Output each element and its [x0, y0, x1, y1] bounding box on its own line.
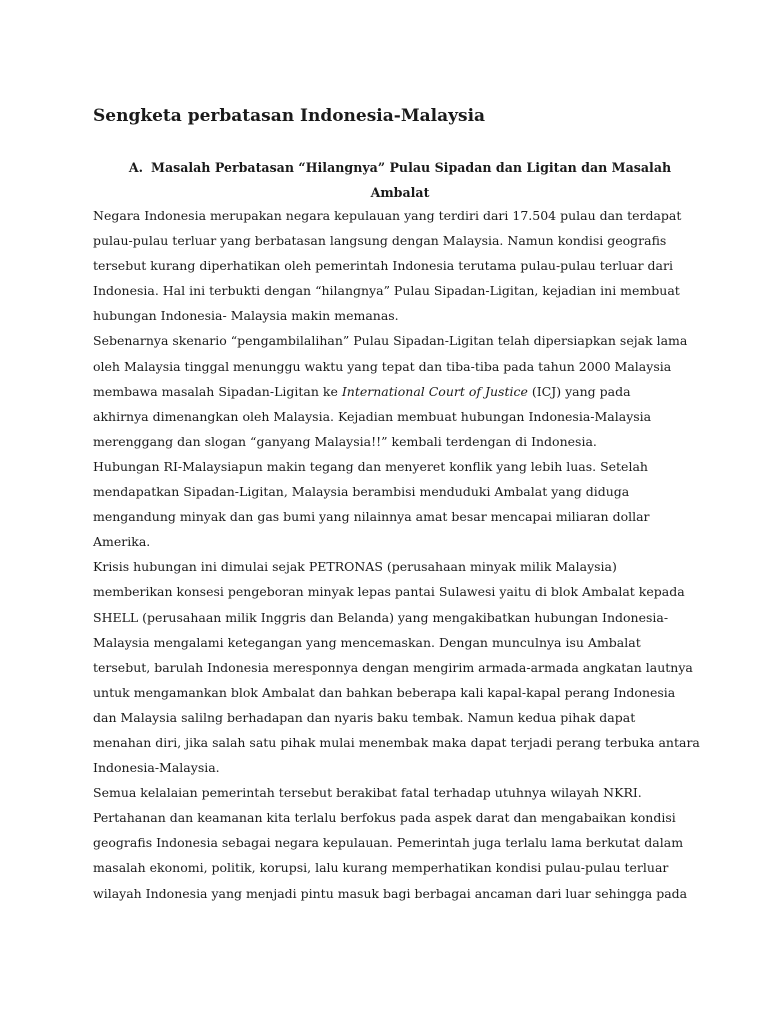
document-title: Sengketa perbatasan Indonesia-Malaysia	[93, 106, 486, 126]
section-letter: A.	[128, 160, 144, 175]
text-line: dan Malaysia salilng berhadapan dan nyaris baku tembak. Namun kedua pihak dapat	[93, 709, 636, 725]
text-line: merenggang dan slogan “ganyang Malaysia!!” kembali terdengan di Indonesia.	[93, 433, 597, 449]
text-line: akhirnya dimenangkan oleh Malaysia. Kejadian membuat hubungan Indonesia-Malaysia	[93, 408, 652, 424]
text-line: masalah ekonomi, politik, korupsi, lalu kurang memperhatikan kondisi pulau-pulau terluar	[93, 860, 669, 876]
text-line: oleh Malaysia tinggal menunggu waktu yang tepat dan tiba-tiba pada tahun 2000 Malaysia	[93, 358, 672, 374]
section-heading-text-1: Masalah Perbatasan “Hilangnya” Pulau Sipadan dan Ligitan dan Masalah	[151, 160, 672, 175]
text-line: Sebenarnya skenario “pengambilalihan” Pulau Sipadan-Ligitan telah dipersiapkan sejak lama	[93, 333, 688, 349]
text-line: wilayah Indonesia yang menjadi pintu masuk bagi berbagai ancaman dari luar sehingga pada	[93, 885, 688, 901]
section-heading-line-1	[120, 155, 680, 180]
italic-term: International Court of Justice	[341, 383, 528, 399]
text-line: Amerika.	[93, 534, 151, 550]
text-line: hubungan Indonesia- Malaysia makin memanas.	[93, 308, 399, 324]
text-segment: membawa masalah Sipadan-Ligitan ke	[93, 383, 342, 399]
text-line: pulau-pulau terluar yang berbatasan langsung dengan Malaysia. Namun kondisi geografis	[93, 233, 667, 249]
text-line: mengandung minyak dan gas bumi yang nilainnya amat besar mencapai miliaran dollar	[93, 509, 650, 525]
section-heading	[120, 155, 680, 205]
text-line: untuk mengamankan blok Ambalat dan bahkan beberapa kali kapal-kapal perang Indonesia	[93, 684, 676, 700]
text-line: menahan diri, jika salah satu pihak mulai menembak maka dapat terjadi perang terbuka antara	[93, 734, 700, 750]
text-line: Indonesia. Hal ini terbukti dengan “hilangnya” Pulau Sipadan-Ligitan, kejadian ini membuat	[93, 283, 680, 299]
text-line: Indonesia-Malaysia.	[93, 760, 220, 776]
text-line: Pertahanan dan keamanan kita terlalu berfokus pada aspek darat dan mengabaikan kondisi	[93, 810, 676, 826]
text-line: tersebut, barulah Indonesia meresponnya dengan mengirim armada-armada angkatan lautnya	[93, 659, 693, 675]
text-line-with-italic	[93, 379, 673, 404]
text-line: Krisis hubungan ini dimulai sejak PETRONAS (perusahaan minyak milik Malaysia)	[93, 559, 617, 575]
section-heading-line-2: Ambalat	[370, 185, 430, 200]
text-line: SHELL (perusahaan milik Inggris dan Belanda) yang mengakibatkan hubungan Indonesia-	[93, 609, 669, 625]
body-text	[93, 203, 700, 906]
text-line: geografis Indonesia sebagai negara kepulauan. Pemerintah juga terlalu lama berkutat dalam	[93, 835, 684, 851]
text-line: Negara Indonesia merupakan negara kepulauan yang terdiri dari 17.504 pulau dan terdapat	[93, 208, 682, 223]
text-line: Semua kelalaian pemerintah tersebut berakibat fatal terhadap utuhnya wilayah NKRI.	[93, 785, 642, 801]
text-line: Malaysia mengalami ketegangan yang mencemaskan. Dengan munculnya isu Ambalat	[93, 634, 641, 650]
text-segment: (ICJ) yang pada	[527, 383, 631, 399]
text-line: memberikan konsesi pengeboran minyak lepas pantai Sulawesi yaitu di blok Ambalat kepada	[93, 584, 685, 600]
text-line: Hubungan RI-Malaysiapun makin tegang dan menyeret konflik yang lebih luas. Setelah	[93, 458, 648, 474]
text-line: tersebut kurang diperhatikan oleh pemerintah Indonesia terutama pulau-pulau terluar dari	[93, 258, 673, 274]
text-line: mendapatkan Sipadan-Ligitan, Malaysia berambisi menduduki Ambalat yang diduga	[93, 484, 630, 500]
